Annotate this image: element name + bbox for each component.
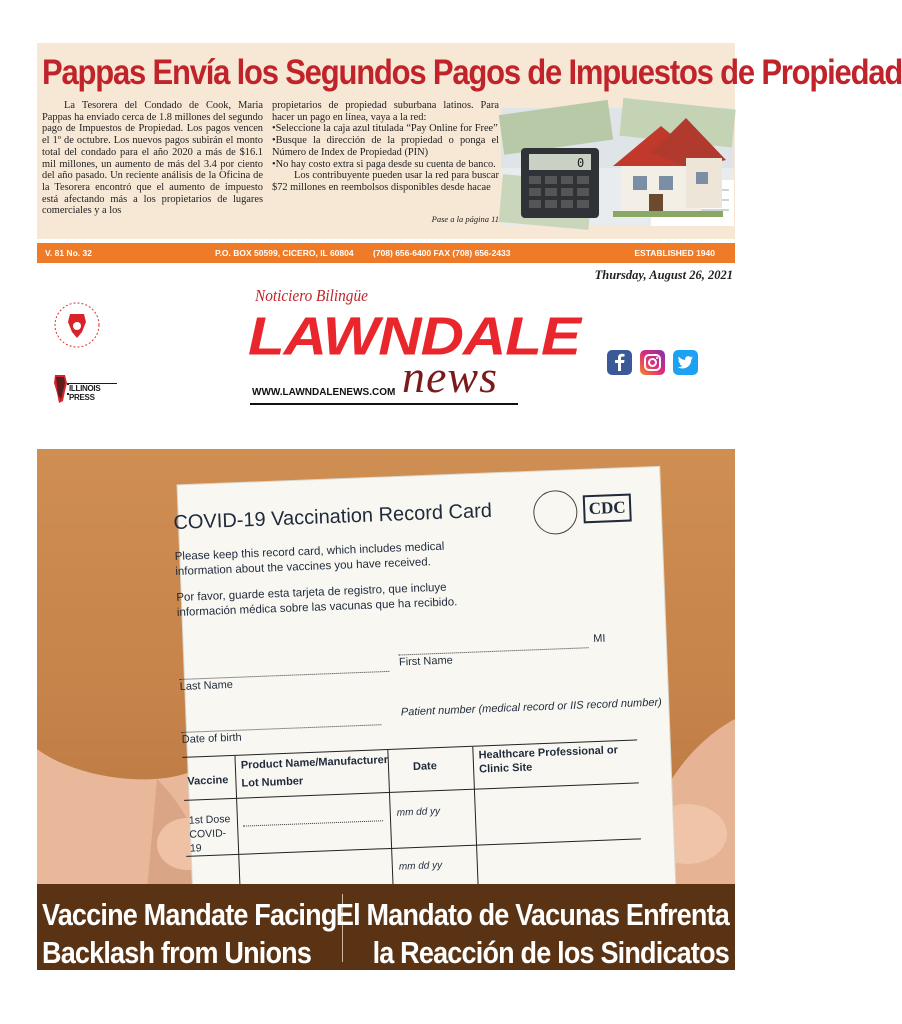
svg-text:0: 0 bbox=[577, 156, 585, 170]
mailing-address: P.O. BOX 50599, CICERO, IL 60804 bbox=[215, 248, 354, 258]
twitter-icon[interactable] bbox=[673, 350, 698, 375]
col-vaccine: Vaccine bbox=[187, 774, 229, 788]
dob-line bbox=[181, 724, 381, 733]
social-icons bbox=[607, 350, 702, 380]
house-calculator-photo bbox=[501, 108, 734, 226]
dose-1-product-line bbox=[243, 820, 383, 826]
first-name-line bbox=[399, 647, 589, 655]
top-story-column-2 bbox=[272, 100, 499, 194]
english-headline-line-1: Vaccine Mandate Facing bbox=[42, 898, 337, 932]
issue-date: Thursday, August 26, 2021 bbox=[594, 268, 733, 282]
vaccine-table bbox=[182, 739, 642, 897]
masthead-news-word: news bbox=[402, 351, 498, 402]
english-headline-line-2: Backlash from Unions bbox=[42, 936, 312, 970]
bullet-item: •Seleccione la caja azul titulada “Pay Online for Free” bbox=[272, 123, 498, 135]
english-headline[interactable] bbox=[42, 896, 337, 972]
dose-2-date: mm dd yy bbox=[398, 860, 443, 873]
vaccine-card-photo bbox=[37, 449, 735, 890]
column-2-end: Los contribuyente pueden usar la red para buscar $72 millones en reembolsos disponibles desde hacae bbox=[272, 170, 499, 193]
dose-1-label: 1st Dose COVID-19 bbox=[188, 813, 231, 855]
top-story-headline[interactable]: Pappas Envía los Segundos Pagos de Impuestos de Propiedad bbox=[42, 52, 902, 93]
hhs-seal-icon bbox=[533, 490, 579, 536]
card-note-english: Please keep this record card, which includes medical information about the vaccines you have received. bbox=[174, 540, 445, 579]
first-name-label: First Name bbox=[398, 654, 453, 669]
phone-fax: (708) 656-6400 FAX (708) 656-2433 bbox=[373, 248, 511, 258]
cdc-logo: CDC bbox=[583, 494, 632, 524]
volume-number: V. 81 No. 32 bbox=[45, 248, 92, 258]
column-2-intro: propietarios de propiedad suburbana latinos. Para hacer un pago en línea, vaya a la red: bbox=[272, 100, 499, 123]
bullet-item: •No hay costo extra si paga desde su cuenta de banco. bbox=[272, 158, 496, 170]
publication-info-bar bbox=[37, 243, 735, 263]
spanish-headline-line-1: El Mandato de Vacunas Enfrenta bbox=[335, 898, 729, 932]
masthead-subtitle: Noticiero Bilingüe bbox=[255, 286, 368, 305]
patient-number-label: Patient number (medical record or IIS record number) bbox=[400, 696, 663, 719]
card-title: COVID-19 Vaccination Record Card bbox=[173, 499, 493, 535]
column-1-text: La Tesorera del Condado de Cook, Maria Pappas ha enviado cerca de 1.8 millones del segundo pago de Impuestos de Propiedad. Los pagos vencen el 1º de octubre. Los nuevos pagos subirán el monto total del condado para el año 2020 a más de $16.1 mil millones, un aumento de más del 3.4 por ciento del año pasado. Un reciente análisis de la Oficina de la Tesorera encontró que el aumento de impuesto está afectando más a los propietarios de lugares comerciales y a los bbox=[42, 100, 263, 217]
established-year: ESTABLISHED 1940 bbox=[634, 248, 715, 258]
facebook-icon[interactable] bbox=[607, 350, 632, 375]
vaccine-record-card bbox=[173, 458, 676, 896]
col-lot: Lot Number bbox=[241, 775, 304, 790]
spanish-headline-line-2: la Reacción de los Sindicatos bbox=[372, 936, 729, 970]
press-association-badge-icon bbox=[52, 300, 102, 350]
masthead-title[interactable]: LAWNDALE bbox=[248, 305, 580, 367]
dose-1-date: mm dd yy bbox=[396, 806, 441, 819]
website-link[interactable]: WWW.LAWNDALENEWS.COM bbox=[252, 387, 396, 398]
top-story-column-1 bbox=[42, 100, 263, 217]
bottom-headline-band bbox=[37, 884, 735, 970]
illinois-press-logo bbox=[53, 373, 117, 405]
card-note-spanish: Por favor, guarde esta tarjeta de registro, que incluye información médica sobre las vacunas que ha recibido. bbox=[176, 581, 458, 620]
col-date: Date bbox=[412, 760, 438, 774]
last-name-line bbox=[179, 671, 389, 680]
illinois-press-label: ILLINOIS PRESS bbox=[69, 384, 117, 402]
instagram-icon[interactable] bbox=[640, 350, 665, 375]
continued-note[interactable]: Pase a la página 11 bbox=[431, 214, 499, 224]
col-product: Product Name/Manufacturer bbox=[240, 754, 389, 772]
bullet-item: •Busque la dirección de la propiedad o ponga el Número de Index de Propiedad (PIN) bbox=[272, 135, 499, 158]
spanish-headline[interactable] bbox=[336, 896, 729, 972]
col-site: Healthcare Professional or Clinic Site bbox=[478, 744, 619, 776]
last-name-label: Last Name bbox=[179, 678, 234, 693]
mi-label: MI bbox=[593, 632, 606, 646]
masthead-underline bbox=[250, 403, 518, 405]
dob-label: Date of birth bbox=[181, 731, 242, 746]
